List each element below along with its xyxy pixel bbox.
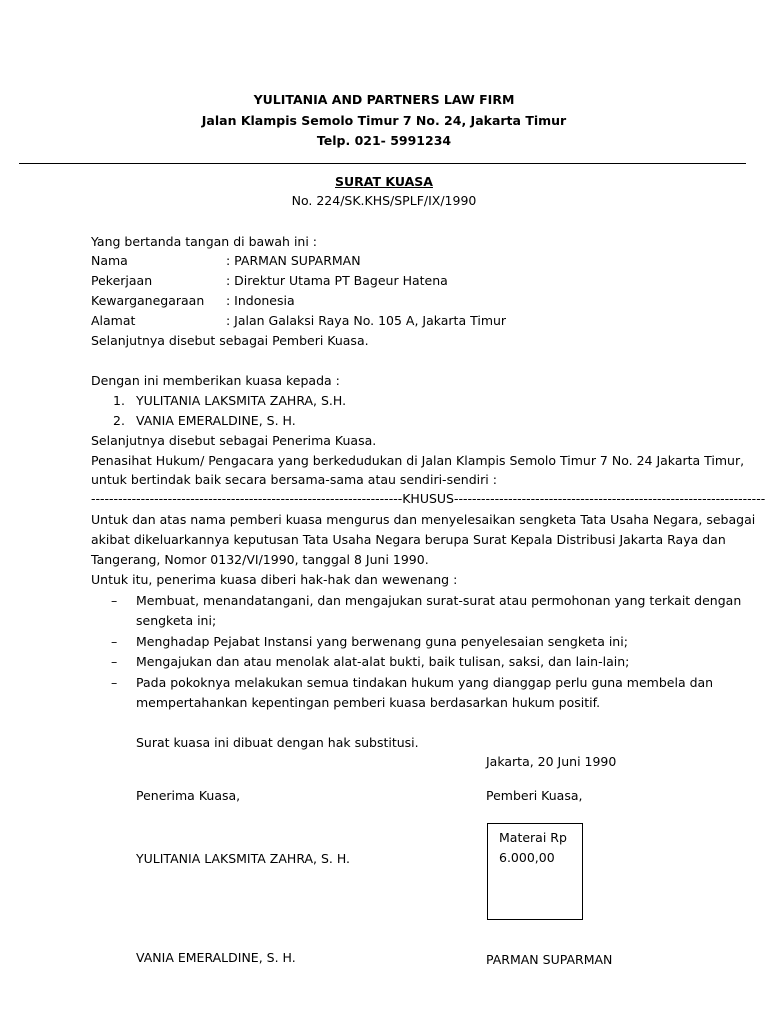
stamp-duty-box xyxy=(487,823,583,920)
bullet-dash-1: – xyxy=(111,593,118,608)
document-number: No. 224/SK.KHS/SPLF/IX/1990 xyxy=(291,193,477,208)
rights-intro: Untuk itu, penerima kuasa diberi hak-hak dan wewenang : xyxy=(91,572,458,587)
grantor-closing: Selanjutnya disebut sebagai Pemberi Kuasa. xyxy=(91,333,369,348)
recipient-label: Penerima Kuasa, xyxy=(136,788,241,803)
grantee-2-name: VANIA EMERALDINE, S. H. xyxy=(136,413,296,428)
right-1-line-2: sengketa ini; xyxy=(136,613,217,628)
right-4-line-1: Pada pokoknya melakukan semua tindakan hukum yang dianggap perlu guna membela dan xyxy=(136,675,714,690)
right-2: Menghadap Pejabat Instansi yang berwenang guna penyelesaian sengketa ini; xyxy=(136,634,628,649)
recipient-2-signature-name: VANIA EMERALDINE, S. H. xyxy=(136,950,296,965)
grantee-1-name: YULITANIA LAKSMITA ZAHRA, S.H. xyxy=(136,393,347,408)
right-1-line-1: Membuat, menandatangani, dan mengajukan surat-surat atau permohonan yang terkait dengan xyxy=(136,593,742,608)
stamp-line-2: 6.000,00 xyxy=(499,850,555,865)
substitution-clause: Surat kuasa ini dibuat dengan hak substitusi. xyxy=(136,735,419,750)
right-3: Mengajukan dan atau menolak alat-alat bukti, baik tulisan, saksi, dan lain-lain; xyxy=(136,654,630,669)
field-value-pekerjaan: : Direktur Utama PT Bageur Hatena xyxy=(226,273,448,288)
khusus-divider: ---------------------------------------------------------------------KHUSUS--------------------------------------------------------------------- xyxy=(91,491,766,506)
grantee-1-number: 1. xyxy=(113,393,125,408)
grantee-2-number: 2. xyxy=(113,413,125,428)
right-4-line-2: mempertahankan kepentingan pemberi kuasa berdasarkan hukum positif. xyxy=(136,695,601,710)
place-date: Jakarta, 20 Juni 1990 xyxy=(486,754,617,769)
field-label-kewarganegaraan: Kewarganegaraan xyxy=(91,293,205,308)
special-para-line-3: Tangerang, Nomor 0132/VI/1990, tanggal 8 Juni 1990. xyxy=(91,552,429,567)
stamp-line-1: Materai Rp xyxy=(499,830,567,845)
bullet-dash-4: – xyxy=(111,675,118,690)
letterhead-divider xyxy=(19,163,746,164)
special-para-line-2: akibat dikeluarkannya keputusan Tata Usaha Negara berupa Surat Kepala Distribusi Jakarta Raya dan xyxy=(91,532,726,547)
grantees-desc-line-1: Penasihat Hukum/ Pengacara yang berkedudukan di Jalan Klampis Semolo Timur 7 No. 24 Jakarta Timur, xyxy=(91,453,745,468)
firm-phone: Telp. 021- 5991234 xyxy=(316,133,452,148)
firm-name: YULITANIA AND PARTNERS LAW FIRM xyxy=(253,92,515,107)
field-label-pekerjaan: Pekerjaan xyxy=(91,273,153,288)
field-label-nama: Nama xyxy=(91,253,128,268)
recipient-1-signature-name: YULITANIA LAKSMITA ZAHRA, S. H. xyxy=(136,851,351,866)
grantees-intro: Dengan ini memberikan kuasa kepada : xyxy=(91,373,340,388)
grantees-closing: Selanjutnya disebut sebagai Penerima Kuasa. xyxy=(91,433,377,448)
grantor-intro: Yang bertanda tangan di bawah ini : xyxy=(91,234,318,249)
special-para-line-1: Untuk dan atas nama pemberi kuasa mengurus dan menyelesaikan sengketa Tata Usaha Negara, sebagai xyxy=(91,512,756,527)
grantor-label: Pemberi Kuasa, xyxy=(486,788,583,803)
document-title: SURAT KUASA xyxy=(335,174,433,189)
bullet-dash-3: – xyxy=(111,654,118,669)
field-value-nama: : PARMAN SUPARMAN xyxy=(226,253,361,268)
firm-address: Jalan Klampis Semolo Timur 7 No. 24, Jakarta Timur xyxy=(201,113,567,128)
bullet-dash-2: – xyxy=(111,634,118,649)
grantees-desc-line-2: untuk bertindak baik secara bersama-sama atau sendiri-sendiri : xyxy=(91,472,497,487)
field-value-kewarganegaraan: : Indonesia xyxy=(226,293,295,308)
field-label-alamat: Alamat xyxy=(91,313,136,328)
grantor-signature-name: PARMAN SUPARMAN xyxy=(486,952,613,967)
field-value-alamat: : Jalan Galaksi Raya No. 105 A, Jakarta Timur xyxy=(226,313,507,328)
